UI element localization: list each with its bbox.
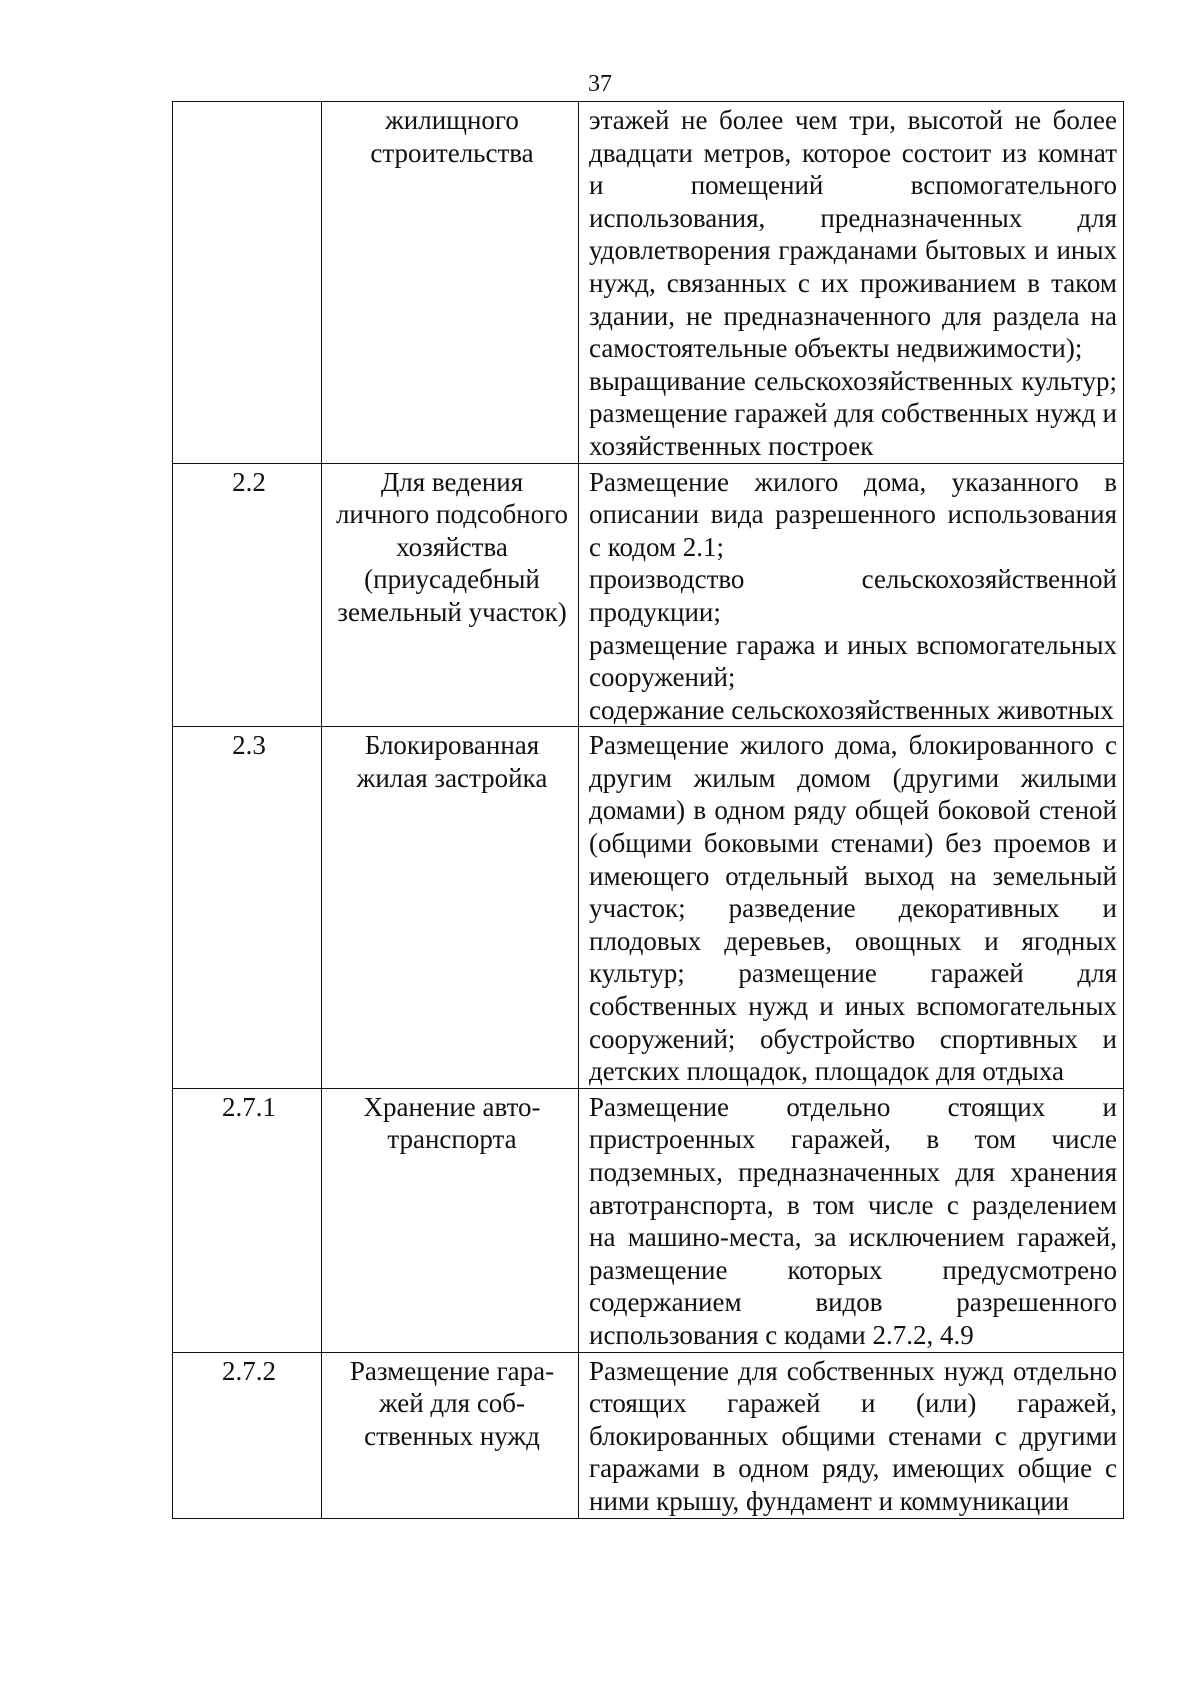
description-paragraph: размещение гаражей для собственных нужд и хозяйственных построек bbox=[589, 398, 1117, 461]
land-use-table bbox=[172, 101, 1124, 1519]
row-code: 2.7.1 bbox=[173, 1088, 322, 1352]
description-paragraph: Размещение жилого дома, блокированного с другим жилым домом (другими жилыми домами) в одном ряду общей боковой стеной (общими боковыми стенами) без проемов и имеющего отдельный выход на земельный участок; разведение декоративных и плодовых деревьев, овощных и ягодных культур; размещение гаражей для собственных нужд и иных вспомогательных сооружений; обустройство спортивных и детских площадок, площадок для отдыха bbox=[589, 730, 1117, 1087]
table-row bbox=[173, 102, 1124, 464]
description-paragraph: содержание сельскохозяйственных животных bbox=[589, 694, 1114, 725]
table-row bbox=[173, 727, 1124, 1089]
description-paragraph: производство сельскохозяйственной продукции; bbox=[589, 564, 1117, 627]
table-row bbox=[173, 1352, 1124, 1518]
description-paragraph: этажей не более чем три, высотой не более двадцати метров, которое состоит из комнат и помещений вспомогательного использования, предназначенных для удовлетворения гражданами бытовых и иных нужд, связанных с их проживанием в таком здании, не предназначенного для раздела на самостоятельные объекты недвижимости); bbox=[589, 105, 1117, 364]
row-description bbox=[579, 1352, 1124, 1518]
row-name: Блокированная жилая застройка bbox=[322, 727, 579, 1089]
row-description bbox=[579, 727, 1124, 1089]
description-paragraph: Размещение для собственных нужд отдельно стоящих гаражей и (или) гаражей, блокированных общими стенами с другими гаражами в одном ряду, имеющих общие с ними крышу, фундамент и коммуникации bbox=[589, 1355, 1117, 1516]
row-code: 2.7.2 bbox=[173, 1352, 322, 1518]
row-name: Размещение гара-жей для соб-ственных нужд bbox=[322, 1352, 579, 1518]
description-paragraph: выращивание сельскохозяйственных культур; bbox=[589, 365, 1117, 396]
table-row bbox=[173, 1088, 1124, 1352]
row-name: жилищного строительства bbox=[322, 102, 579, 464]
page-number: 37 bbox=[588, 71, 612, 97]
description-paragraph: Размещение жилого дома, указанного в описании вида разрешенного использования с кодом 2.1; bbox=[589, 466, 1117, 562]
row-code: 2.3 bbox=[173, 727, 322, 1089]
table-row bbox=[173, 463, 1124, 727]
row-description bbox=[579, 102, 1124, 464]
row-name: Хранение авто-транспорта bbox=[322, 1088, 579, 1352]
row-description bbox=[579, 463, 1124, 727]
row-name: Для ведения личного подсобного хозяйства (приусадебный земельный участок) bbox=[322, 463, 579, 727]
row-code: 2.2 bbox=[173, 463, 322, 727]
row-code bbox=[173, 102, 322, 464]
description-paragraph: Размещение отдельно стоящих и пристроенных гаражей, в том числе подземных, предназначенных для хранения автотранспорта, в том числе с разделением на машино-места, за исключением гаражей, размещение которых предусмотрено содержанием видов разрешенного использования с кодами 2.7.2, 4.9 bbox=[589, 1091, 1117, 1350]
description-paragraph: размещение гаража и иных вспомогательных сооружений; bbox=[589, 629, 1117, 693]
row-description bbox=[579, 1088, 1124, 1352]
